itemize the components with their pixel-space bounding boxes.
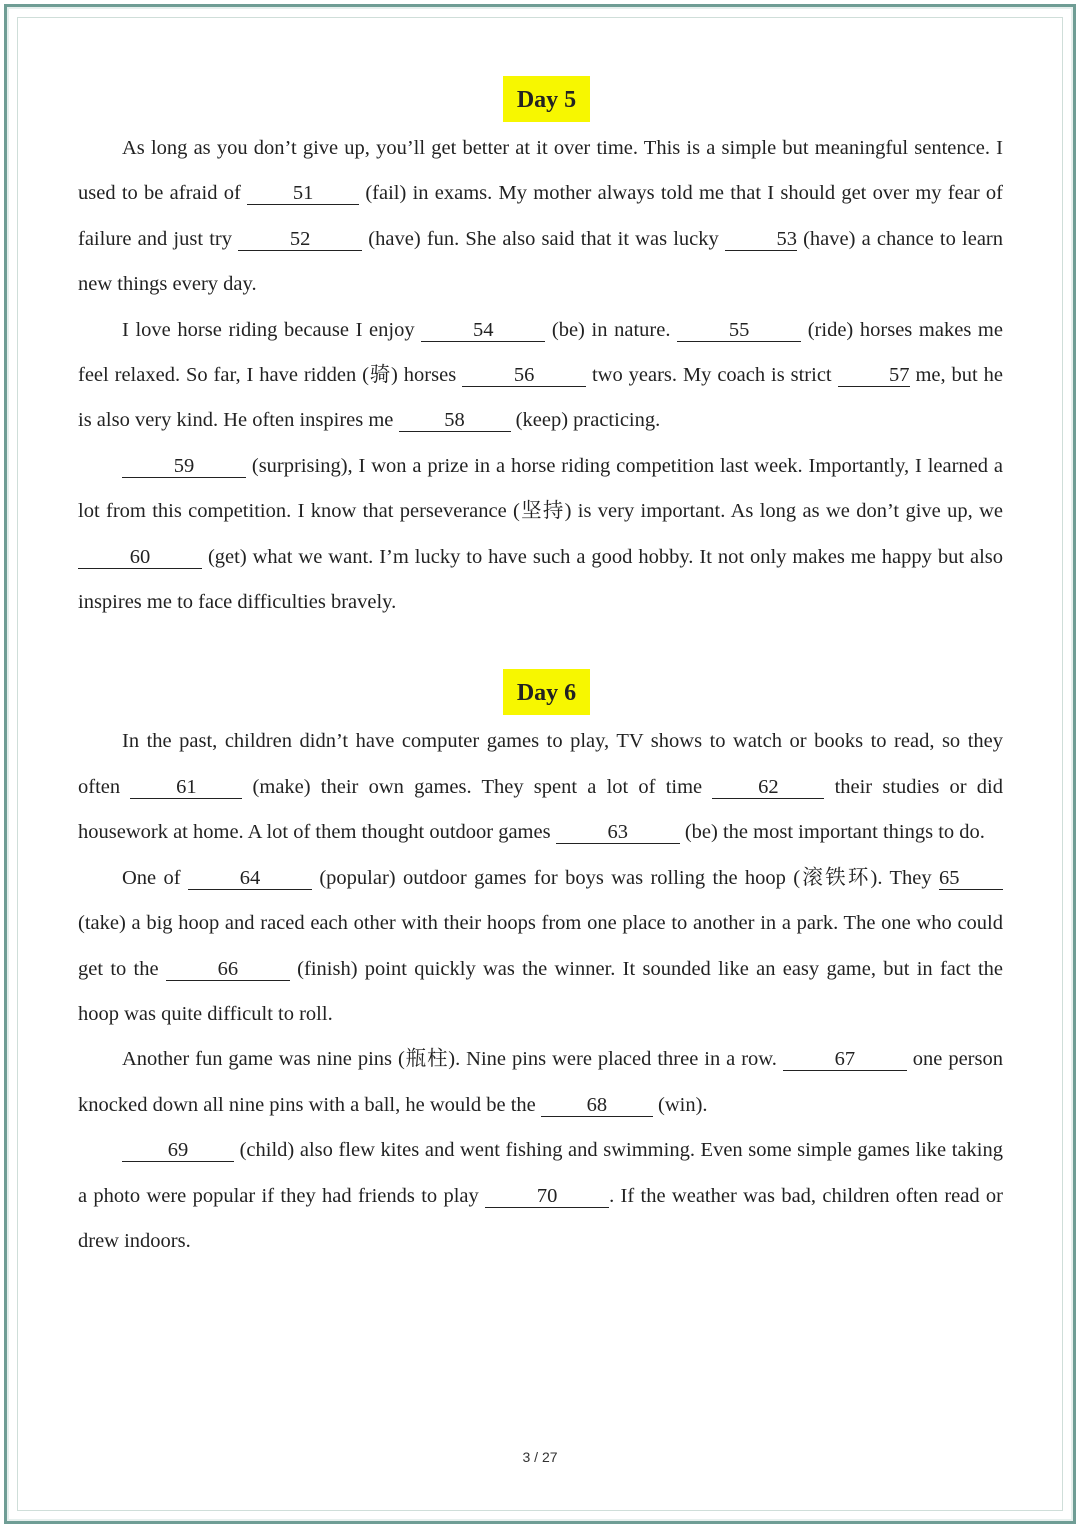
blank-68[interactable]: 68 [541,1094,653,1117]
blank-69[interactable]: 69 [122,1139,234,1162]
blank-70[interactable]: 70 [485,1185,609,1208]
day6-paragraph-3: Another fun game was nine pins (瓶柱). Nine pins were placed three in a row. 67 one person knocked down all nine pins with a ball, he would be the 68 (win). [78,1048,1003,1116]
section-gap [78,625,1003,669]
day6-section [78,669,1003,1264]
blank-51[interactable]: 51 [247,182,359,205]
blank-55[interactable]: 55 [677,319,801,342]
blank-52[interactable]: 52 [238,228,362,251]
blank-57[interactable]: 57 [838,364,910,387]
worksheet-content [78,76,1003,1264]
page-number: 3 / 27 [522,1449,558,1465]
day5-paragraph-3: 59 (surprising), I won a prize in a horse riding competition last week. Importantly, I learned a lot from this competition. I know that perseverance (坚持) is very important. As long as we don’t give up, we 60 (get) what we want. I’m lucky to have such a good hobby. It not only makes me happy but also inspires me to face difficulties bravely. [78,454,1003,614]
blank-61[interactable]: 61 [130,776,242,799]
day6-paragraph-1: In the past, children didn’t have computer games to play, TV shows to watch or books to read, so they often 61 (make) their own games. They spent a lot of time 62 their studies or did housework at home. A lot of them thought outdoor games 63 (be) the most important things to do. [78,730,1003,844]
blank-65[interactable]: 65 [939,867,1003,890]
blank-63[interactable]: 63 [556,821,680,844]
blank-62[interactable]: 62 [712,776,824,799]
day6-title: Day 6 [503,669,590,715]
blank-56[interactable]: 56 [462,364,586,387]
day5-section [78,76,1003,625]
blank-64[interactable]: 64 [188,867,312,890]
day6-paragraph-4: 69 (child) also flew kites and went fishing and swimming. Even some simple games like taking a photo were popular if they had friends to play 70 . If the weather was bad, children often read or drew indoors. [78,1139,1003,1252]
blank-60[interactable]: 60 [78,546,202,569]
day5-title-wrap [78,76,1003,126]
day6-title-wrap [78,669,1003,719]
day5-paragraph-1: As long as you don’t give up, you’ll get better at it over time. This is a simple but meaningful sentence. I used to be afraid of 51 (fail) in exams. My mother always told me that I should get over my fear of failure and just try 52 (have) fun. She also said that it was lucky 53 (have) a chance to learn new things every day. [78,137,1004,296]
blank-59[interactable]: 59 [122,455,246,478]
day5-paragraph-2: I love horse riding because I enjoy 54 (be) in nature. 55 (ride) horses makes me feel relaxed. So far, I have ridden (骑) horses 56 two years. My coach is strict 57 me, but he is also very kind. He often inspires me 58 (keep) practicing. [78,318,1003,432]
blank-66[interactable]: 66 [166,958,290,981]
day5-title: Day 5 [503,76,590,122]
blank-54[interactable]: 54 [421,319,545,342]
blank-53[interactable]: 53 [725,228,797,251]
blank-58[interactable]: 58 [399,409,511,432]
day6-paragraph-2: One of 64 (popular) outdoor games for boys was rolling the hoop (滚铁环). They 65 (take) a big hoop and raced each other with their hoops from one place to another in a park. The one who could get to the 66 (finish) point quickly was the winner. It sounded like an easy game, but in fact the hoop was quite difficult to roll. [78,866,1003,1025]
blank-67[interactable]: 67 [783,1048,907,1071]
